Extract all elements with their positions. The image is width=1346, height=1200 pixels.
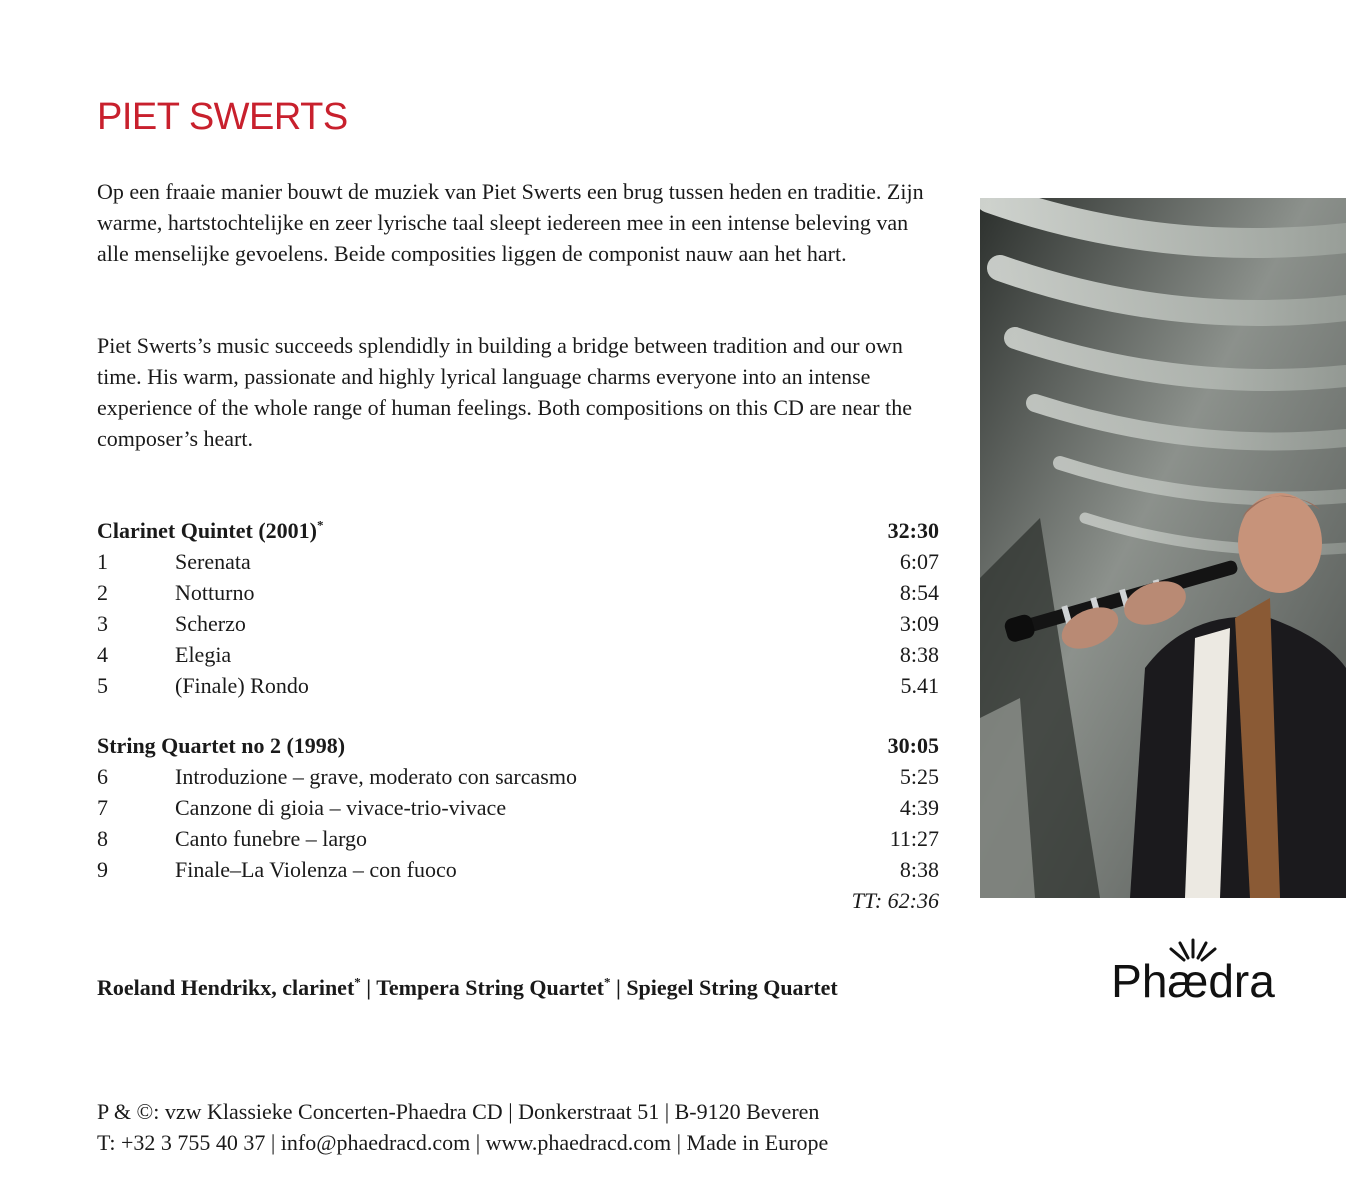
track-title: Canzone di gioia – vivace-trio-vivace xyxy=(175,795,507,820)
track-duration: 3:09 xyxy=(899,611,939,636)
separator: | xyxy=(360,975,377,1000)
track-number: 7 xyxy=(97,795,108,820)
footer-line-address: P & ©: vzw Klassieke Concerten-Phaedra CD | Donkerstraat 51 | B-9120 Beveren xyxy=(97,1099,820,1124)
clarinetist-photo xyxy=(980,198,1346,898)
phaedra-logo-graphic xyxy=(1093,935,1293,1005)
total-time-row xyxy=(97,885,939,916)
performer-marker: * xyxy=(603,974,611,990)
track-title: Elegia xyxy=(175,642,232,667)
footer-line-contact: T: +32 3 755 40 37 | info@phaedracd.com | www.phaedracd.com | Made in Europe xyxy=(97,1130,829,1155)
work-duration: 30:05 xyxy=(887,733,939,758)
track-number: 4 xyxy=(97,642,108,667)
track-row xyxy=(97,792,939,823)
track-duration: 11:27 xyxy=(889,826,939,851)
performer-clarinet: Roeland Hendrikx, clarinet xyxy=(97,975,355,1000)
logo-text: Phædra xyxy=(1111,955,1275,1005)
track-row xyxy=(97,823,939,854)
track-duration: 6:07 xyxy=(899,549,939,574)
track-title: Notturno xyxy=(175,580,255,605)
track-number: 8 xyxy=(97,826,108,851)
track-duration: 8:54 xyxy=(899,580,939,605)
track-number: 5 xyxy=(97,673,108,698)
separator: | xyxy=(610,975,627,1000)
track-number: 2 xyxy=(97,580,108,605)
track-duration: 4:39 xyxy=(899,795,939,820)
total-time: TT: 62:36 xyxy=(851,888,939,913)
work-marker: * xyxy=(316,517,324,533)
track-row xyxy=(97,670,939,701)
performer-spiegel: Spiegel String Quartet xyxy=(626,975,838,1000)
track-title: Serenata xyxy=(175,549,251,574)
performer-tempera: Tempera String Quartet xyxy=(376,975,604,1000)
track-row xyxy=(97,854,939,885)
track-row xyxy=(97,761,939,792)
track-title: (Finale) Rondo xyxy=(175,673,309,698)
track-row xyxy=(97,546,939,577)
phaedra-logo xyxy=(1093,935,1293,1005)
track-number: 6 xyxy=(97,764,108,789)
track-number: 1 xyxy=(97,549,108,574)
track-duration: 8:38 xyxy=(899,857,939,882)
work-header xyxy=(97,515,939,546)
track-number: 9 xyxy=(97,857,108,882)
photo-illustration xyxy=(980,198,1346,898)
track-duration: 8:38 xyxy=(899,642,939,667)
performers-credit xyxy=(97,972,838,1003)
track-title: Introduzione – grave, moderato con sarcasmo xyxy=(175,764,577,789)
track-row xyxy=(97,639,939,670)
intro-dutch: Op een fraaie manier bouwt de muziek van Piet Swerts een brug tussen heden en traditie. Zijn warme, hartstochtelijke en zeer lyrische taal sleept iedereen mee in een intense beleving van alle menselijke gevoelens. Beide composities liggen de componist nauw aan het hart. xyxy=(97,179,924,266)
track-title: Finale–La Violenza – con fuoco xyxy=(175,857,457,882)
track-title: Scherzo xyxy=(175,611,246,636)
work-title: Clarinet Quintet (2001) xyxy=(97,518,317,543)
composer-title: PIET SWERTS xyxy=(97,96,348,138)
track-duration: 5.41 xyxy=(900,673,939,698)
work-header xyxy=(97,730,939,761)
work-string-quartet xyxy=(97,730,939,916)
work-clarinet-quintet xyxy=(97,515,939,701)
track-duration: 5:25 xyxy=(899,764,939,789)
track-title: Canto funebre – largo xyxy=(175,826,368,851)
intro-english: Piet Swerts’s music succeeds splendidly in building a bridge between tradition and our own time. His warm, passionate and highly lyrical language charms everyone into an intense experience of the whole range of human feelings. Both compositions on this CD are near the composer’s heart. xyxy=(97,333,912,451)
track-row xyxy=(97,577,939,608)
work-duration: 32:30 xyxy=(887,518,939,543)
track-row xyxy=(97,608,939,639)
performer-marker: * xyxy=(354,974,361,990)
work-title: String Quartet no 2 (1998) xyxy=(97,733,346,758)
track-number: 3 xyxy=(97,611,108,636)
copyright-footer xyxy=(97,1096,828,1158)
